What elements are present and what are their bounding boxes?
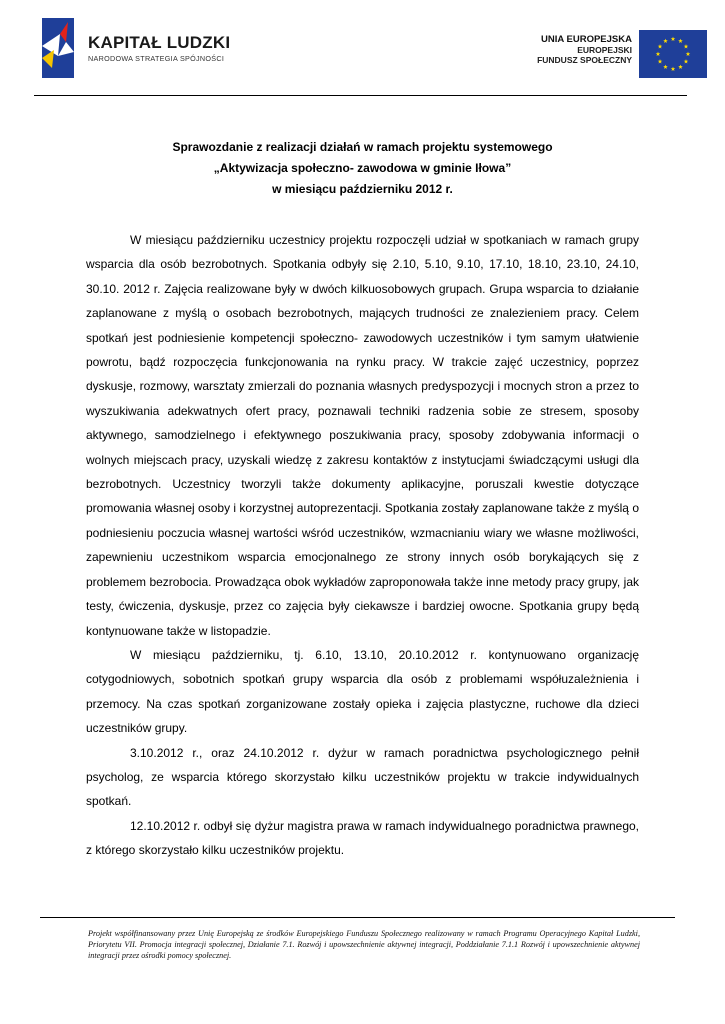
paragraph-2: W miesiącu październiku, tj. 6.10, 13.10, 20.10.2012 r. kontynuowano organizację cotygodniowych, sobotnich spotkań grupy wsparcia dla osób z problemami współuzależnienia i przemocy. Na czas spotkań zorganizowane zostały opieka i zajęcia plastyczne, ruchowe dla dzieci uczestników grupy.	[86, 647, 639, 736]
kapital-ludzki-subtitle: NARODOWA STRATEGIA SPÓJNOŚCI	[88, 54, 225, 63]
document-body	[86, 228, 639, 863]
footer-note: Projekt współfinansowany przez Unię Europejską ze środków Europejskiego Funduszu Społecznego realizowany w ramach Programu Operacyjnego Kapitał Ludzki, Priorytetu VII. Promocja integracji społecznej, Działanie 7.1. Rozwój i upowszechnienie aktywnej integracji, Poddziałanie 7.1.1 Rozwój i upowszechnienie aktywnej integracji przez ośrodki pomocy społecznej.	[88, 929, 640, 961]
eu-line-3: FUNDUSZ SPOŁECZNY	[537, 55, 632, 65]
paragraph-1: W miesiącu październiku uczestnicy projektu rozpoczęli udział w spotkaniach w ramach grupy wsparcia dla osób bezrobotnych. Spotkania odbyły się 2.10, 5.10, 9.10, 17.10, 18.10, 23.10, 24.10, 30.10. 2012 r. Zajęcia realizowane były w dwóch kilkuosobowych grupach. Grupa wsparcia to działanie zaplanowane z myślą o osobach bezrobotnych, mających trudności ze znalezieniem pracy. Celem spotkań jest podniesienie kompetencji społeczno- zawodowych uczestników i tym samym ułatwienie powrotu, bądź rozpoczęcia funkcjonowania na rynku pracy. W trakcie zajęć uczestnicy, poprzez dyskusje, rozmowy, warsztaty zmierzali do poznania własnych predyspozycji i mocnych stron a przez to wyszukiwania adekwatnych ofert pracy, poznawali techniki radzenia sobie ze stresem, sposoby aktywnego, samodzielnego i efektywnego poszukiwania pracy, sposoby zdobywania informacji o wolnych miejscach pracy, uzyskali wiedzę z zakresu kontaktów z instytucjami świadczącymi usługi dla bezrobotnych. Uczestnicy tworzyli także dokumenty aplikacyjne, poruszali kwestie dotyczące promowania własnej osoby i korzystnej autoprezentacji. Spotkania zostały zaplanowane także z myślą o podniesieniu poczucia własnej wartości wśród uczestników, wzmacnianiu wiary we własne możliwości, zapewnieniu uczestnikom wsparcia emocjonalnego ze strony innych osób borykających się z problemem bezrobocia. Prowadząca obok wykładów zaproponowała także inne metody pracy grupy, jak testy, ćwiczenia, dyskusje, przez co zajęcia były ciekawsze i bardziej owocne. Spotkania grupy będą kontynuowane także w listopadzie.	[86, 233, 639, 638]
eu-line-2: EUROPEJSKI	[577, 45, 632, 55]
title-line-3: w miesiącu październiku 2012 r.	[272, 182, 453, 196]
paragraph-4: 12.10.2012 r. odbył się dyżur magistra prawa w ramach indywidualnego poradnictwa prawnego, z którego skorzystało kilku uczestników projektu.	[86, 818, 639, 858]
title-line-1: Sprawozdanie z realizacji działań w ramach projektu systemowego	[172, 140, 553, 154]
document-title	[86, 137, 639, 200]
header-divider	[34, 95, 687, 96]
paragraph-3: 3.10.2012 r., oraz 24.10.2012 r. dyżur w ramach poradnictwa psychologicznego pełnił psycholog, ze wsparcia którego skorzystało kilku uczestników projektu w trakcie indywidualnych spotkań.	[86, 745, 639, 809]
page-header	[0, 0, 725, 100]
kapital-ludzki-title: KAPITAŁ LUDZKI	[88, 33, 231, 52]
title-line-2: „Aktywizacja społeczno- zawodowa w gminie Iłowa”	[213, 161, 512, 175]
eu-flag-icon	[639, 30, 707, 78]
eu-wordmark	[520, 34, 632, 65]
eu-line-1: UNIA EUROPEJSKA	[541, 34, 632, 45]
kapital-ludzki-wordmark	[88, 34, 230, 63]
footer-divider	[40, 917, 675, 918]
kapital-ludzki-logo-icon	[38, 16, 78, 80]
